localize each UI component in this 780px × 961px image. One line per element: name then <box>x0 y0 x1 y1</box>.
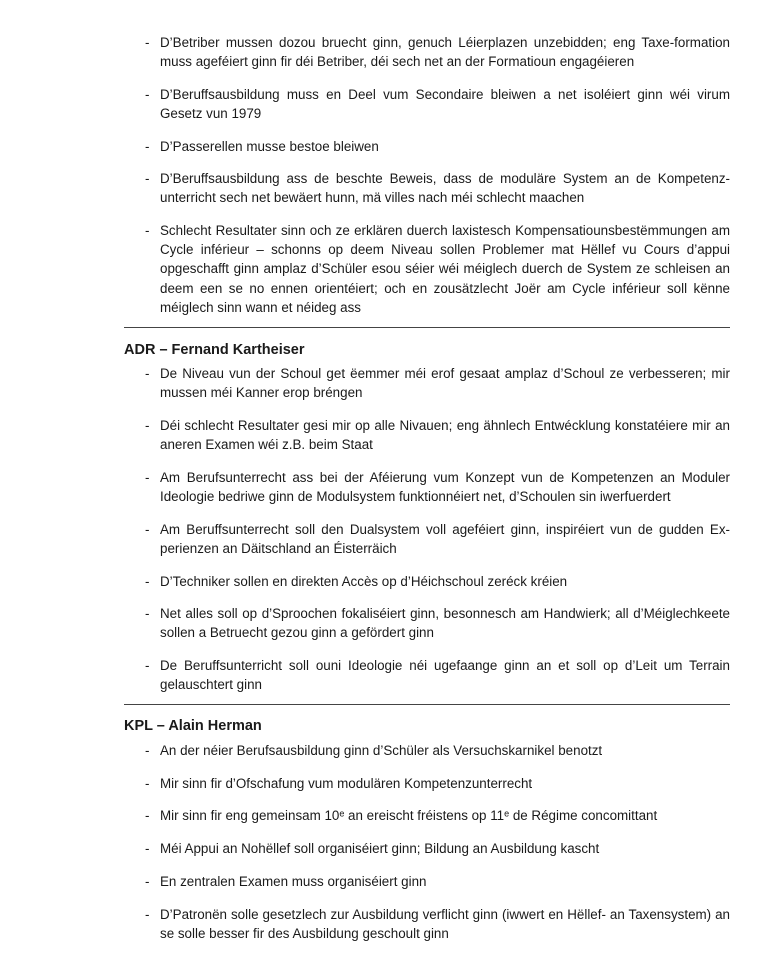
section-divider <box>124 327 730 328</box>
list-item: D’Passerellen musse bestoe bleiwen <box>160 139 379 154</box>
bullet-dash: - <box>145 470 150 485</box>
list-item: Net alles soll op d’Sproochen fokaliséiert ginn, besonnesch am Handwierk; all d’Méiglechkeete sollen a Betruecht gezou ginn a gefördert ginn <box>160 606 730 641</box>
list-item: D’Patronën solle gesetzlech zur Ausbildung verflicht ginn (iwwert en Hëllef- an Taxensystem) an se solle besser fir des Ausbildung geschoult ginn <box>160 907 730 942</box>
list-item: De Niveau vun der Schoul get ëemmer méi erof gesaat amplaz d’Schoul ze verbesseren; mir mussen méi Kanner erop bréngen <box>160 366 730 401</box>
list-item: An der néier Berufsausbildung ginn d’Schüler als Versuchskarnikel benotzt <box>160 743 603 758</box>
list-item: Am Beruffsunterrecht soll den Dualsystem voll ageféiert ginn, inspiréiert vun de gudden Ex-perienzen an Däitschland an Éisterräich <box>160 522 730 557</box>
list-item: D’Techniker sollen en direkten Accès op d’Héichschoul zeréck kréien <box>160 574 568 589</box>
section-heading-adr: ADR – Fernand Kartheiser <box>124 342 305 358</box>
bullet-dash: - <box>145 841 150 856</box>
bullet-dash: - <box>145 606 150 621</box>
list-item: D’Beruffsausbildung ass de beschte Beweis, dass de moduläre System an de Kompetenz-unterricht sech net bewäert hunn, mä villes nach méi schlecht maachen <box>160 171 730 206</box>
section-heading-kpl: KPL – Alain Herman <box>124 718 262 734</box>
bullet-dash: - <box>145 808 150 823</box>
bullet-dash: - <box>145 907 150 922</box>
list-item: Am Berufsunterrecht ass bei der Aféierung vum Konzept vun de Kompetenzen an Moduler Ideologie bedriwe ginn de Modulsystem funktionnéiert net, d’Schoulen sin iwerfuerdert <box>160 470 730 505</box>
bullet-dash: - <box>145 874 150 889</box>
bullet-dash: - <box>145 574 150 589</box>
bullet-dash: - <box>145 139 150 154</box>
bullet-dash: - <box>145 776 150 791</box>
bullet-dash: - <box>145 87 150 102</box>
list-item: Schlecht Resultater sinn och ze erklären duerch laxistesch Kompensatiounsbestëmmungen am Cycle inférieur – schonns op deem Niveau sollen Problemer mat Hëllef vu Cours d’appui opgeschafft ginn amplaz d’Schüler esou séier wéi méiglech duerch de System ze schleisen an deem een se no ennen orientéiert; och en zousätzlecht Joër am Cycle inférieur soll kënne méiglech sinn wann et néideg ass <box>160 223 730 315</box>
bullet-dash: - <box>145 171 150 186</box>
bullet-dash: - <box>145 366 150 381</box>
list-item: En zentralen Examen muss organiséiert ginn <box>160 874 427 889</box>
list-item: Méi Appui an Nohëllef soll organiséiert ginn; Bildung an Ausbildung kascht <box>160 841 600 856</box>
list-item: Mir sinn fir d’Ofschafung vum modulären Kompetenzunterrecht <box>160 776 533 791</box>
bullet-dash: - <box>145 35 150 50</box>
section-divider <box>124 704 730 705</box>
list-item: Déi schlecht Resultater gesi mir op alle Nivauen; eng ähnlech Entwécklung konstatéiere mir an aneren Examen wéi z.B. beim Staat <box>160 418 730 453</box>
bullet-dash: - <box>145 743 150 758</box>
list-item: De Beruffsunterricht soll ouni Ideologie néi ugefaange ginn an et soll op d’Leit um Terrain gelauschtert ginn <box>160 658 730 693</box>
list-item: Mir sinn fir eng gemeinsam 10ᵉ an ereischt fréistens op 11ᵉ de Régime concomittant <box>160 808 658 823</box>
list-item: D’Betriber mussen dozou bruecht ginn, genuch Léierplazen unzebidden; eng Taxe-formation muss ageféiert ginn fir déi Betriber, déi sech net an der Formatioun engagéieren <box>160 35 730 70</box>
bullet-dash: - <box>145 418 150 433</box>
bullet-dash: - <box>145 522 150 537</box>
list-item: D’Beruffsausbildung muss en Deel vum Secondaire bleiwen a net isoléiert ginn wéi virum Gesetz vun 1979 <box>160 87 730 122</box>
bullet-dash: - <box>145 223 150 238</box>
bullet-dash: - <box>145 658 150 673</box>
